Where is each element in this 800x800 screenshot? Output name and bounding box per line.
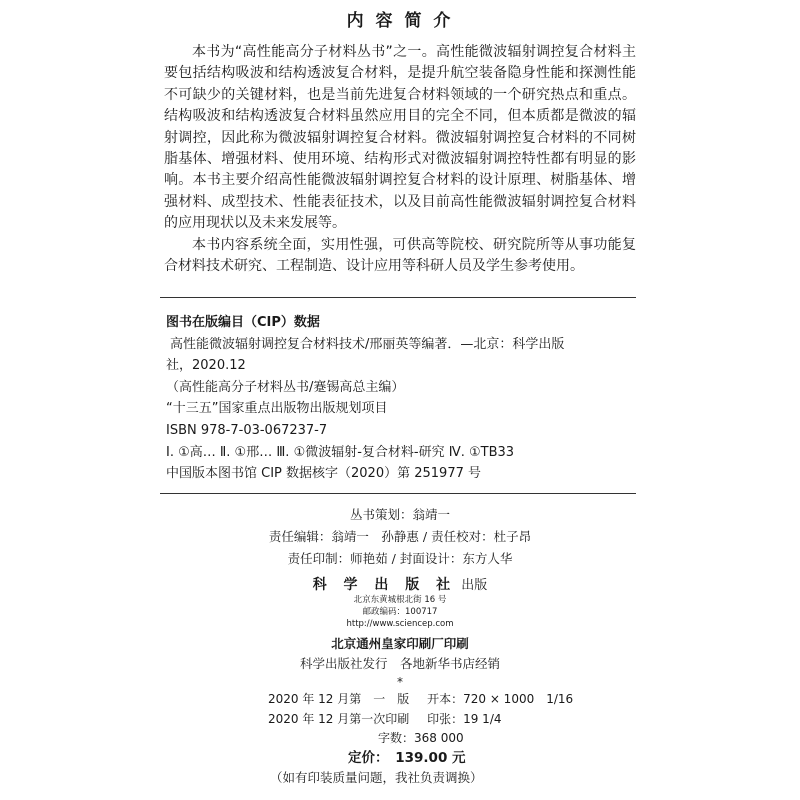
publisher-url: http://www.sciencep.com — [346, 619, 454, 629]
page-title: 内 容 简 介 — [346, 11, 454, 31]
cip-line-6: Ⅰ. ①高… Ⅱ. ①邢… Ⅲ. ①微波辐射-复合材料-研究 Ⅳ. ①TB33 — [166, 444, 515, 460]
specs-block — [0, 690, 800, 788]
publisher-postcode: 邮政编码：100717 — [362, 607, 438, 617]
cip-title: 图书在版编目（CIP）数据 — [166, 315, 320, 330]
distribution-line: 科学出版社发行 各地新华书店经销 — [299, 656, 500, 671]
printing-design-line: 责任印制：师艳茹 / 封面设计：东方人华 — [287, 551, 513, 566]
edition-line: 2020 年 12 月第 一 版 — [268, 692, 410, 706]
publisher-address: 北京东黄城根北街 16 号 — [353, 595, 447, 605]
printer-line: 北京通州皇家印刷厂印刷 — [331, 636, 469, 651]
word-count: 字数：368 000 — [378, 731, 464, 745]
cip-line-3: （高性能高分子材料丛书/蹇锡高总主编） — [166, 379, 405, 395]
printing-line: 2020 年 12 月第一次印刷 — [268, 711, 410, 726]
separator-star: * — [397, 675, 403, 689]
divider-bottom — [160, 493, 636, 494]
publisher-suffix: 出版 — [461, 578, 488, 593]
cip-block — [166, 312, 634, 485]
intro-section — [164, 42, 636, 277]
intro-paragraph-1: 本书为“高性能高分子材料丛书”之一。高性能微波辐射调控复合材料主要包括结构吸波和结构透波复合材料，是提升航空装备隐身性能和探测性能不可缺少的关键材料，也是当前先进复合材料领域的一个研究热点和重点。结构吸波和结构透波复合材料虽然应用目的完全不同，但本质都是微波的辐射调控，因此称为微波辐射调控复合材料。微波辐射调控复合材料的不同树脂基体、增强材料、使用环境、结构形式对微波辐射调控特性都有明显的影响。本书主要介绍高性能微波辐射调控复合材料的设计原理、树脂基体、增强材料、成型技术、性能表征技术，以及目前高性能微波辐射调控复合材料的应用现状以及未来发展等。 — [164, 44, 636, 232]
series-planner: 丛书策划：翁靖一 — [349, 507, 450, 522]
cip-line-7: 中国版本图书馆 CIP 数据核字（2020）第 251977 号 — [166, 466, 481, 482]
intro-paragraph-2: 本书内容系统全面，实用性强，可供高等院校、研究院所等从事功能复合材料技术研究、工程制造、设计应用等科研人员及学生参考使用。 — [164, 236, 636, 275]
price-line: 定价： 139.00 元 — [348, 749, 466, 766]
format-line: 开本：720 × 1000 1/16 — [427, 692, 574, 706]
cip-line-1: 高性能微波辐射调控复合材料技术/邢丽英等编著．—北京：科学出版 — [170, 336, 565, 352]
editors-line: 责任编辑：翁靖一 孙静惠 / 责任校对：杜子昂 — [268, 529, 532, 544]
divider-top — [160, 297, 636, 298]
cip-line-2: 社，2020.12 — [166, 358, 246, 374]
cip-line-5: ISBN 978-7-03-067237-7 — [166, 422, 328, 438]
publisher-block — [0, 574, 800, 690]
credits-block — [0, 504, 800, 570]
sheets-line: 印张：19 1/4 — [427, 711, 502, 726]
quality-notice: （如有印装质量问题，我社负责调换） — [270, 770, 483, 785]
cip-line-4: “十三五”国家重点出版物出版规划项目 — [166, 401, 388, 417]
publisher-name: 科 学 出 版 社 — [312, 577, 457, 593]
